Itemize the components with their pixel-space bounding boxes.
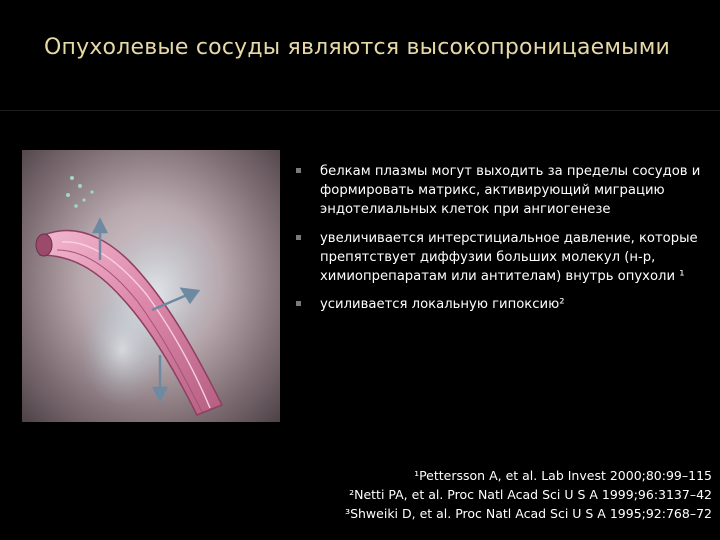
slide-title: Опухолевые сосуды являются высокопроницаемыми bbox=[44, 35, 671, 60]
blood-vessel-image bbox=[22, 150, 280, 422]
references bbox=[252, 466, 712, 523]
bullet-text: белкам плазмы могут выходить за пределы сосудов и формировать матрикс, активирующий миграцию эндотелиальных клеток при ангиогенезе bbox=[320, 164, 701, 218]
bullet-marker-icon bbox=[296, 301, 301, 306]
title-divider bbox=[0, 110, 720, 111]
bullet-item bbox=[294, 295, 704, 314]
bullet-text: усиливается локальную гипоксию² bbox=[320, 297, 565, 313]
reference-item: ³Shweiki D, et al. Proc Natl Acad Sci U S A 1995;92:768–72 bbox=[345, 506, 712, 521]
vessel-illustration bbox=[22, 150, 280, 422]
bullet-marker-icon bbox=[296, 168, 301, 173]
reference-item: ¹Pettersson A, et al. Lab Invest 2000;80:99–115 bbox=[414, 468, 712, 483]
reference-item: ²Netti PA, et al. Proc Natl Acad Sci U S A 1999;96:3137–42 bbox=[349, 487, 712, 502]
bullet-item bbox=[294, 229, 704, 287]
bullet-list bbox=[294, 162, 704, 323]
bullet-marker-icon bbox=[296, 235, 301, 240]
bullet-item bbox=[294, 162, 704, 220]
bullet-text: увеличивается интерстициальное давление, которые препятствует диффузии больших молекул (н-р, химиопрепаратам или антителам) внутрь опухоли ¹ bbox=[320, 230, 698, 285]
